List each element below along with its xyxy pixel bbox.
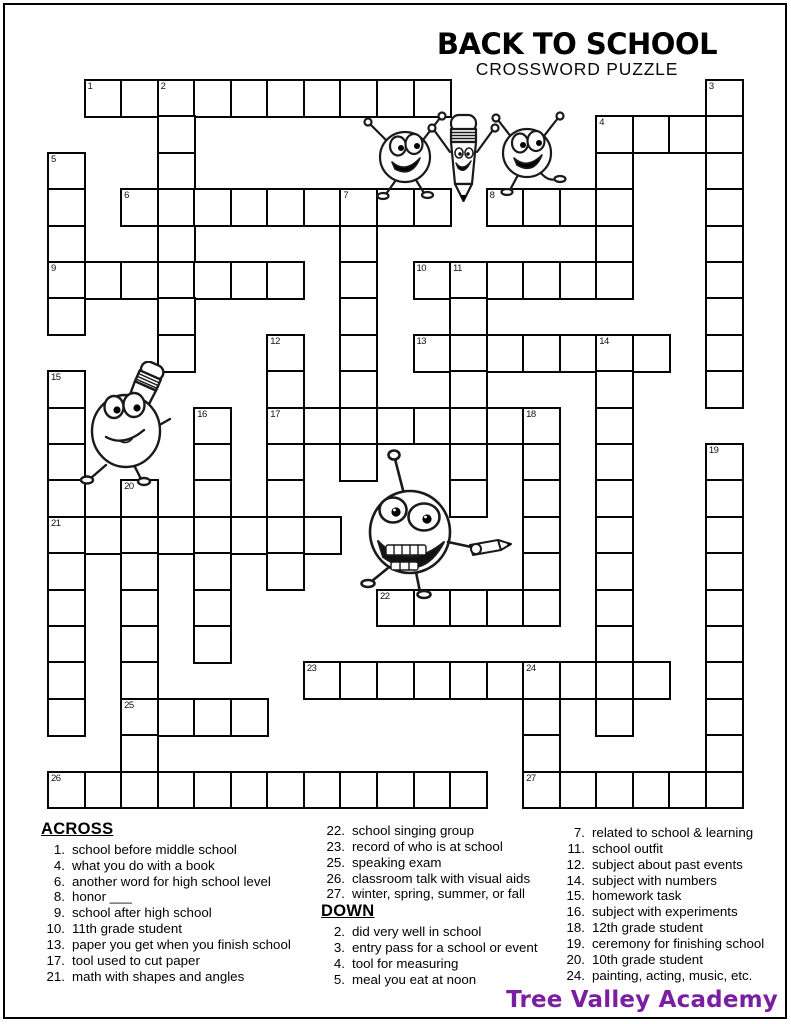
clue-number-15: 15: [51, 372, 61, 384]
grid-cell-r6c5[interactable]: [230, 261, 269, 300]
clue-item-text: school before middle school: [72, 841, 237, 857]
clue-item-text: math with shapes and angles: [72, 968, 245, 984]
clue-item-number: 22.: [326, 823, 345, 838]
grid-cell-r11c6[interactable]: [266, 443, 305, 482]
grid-cell-r11c15[interactable]: [595, 443, 634, 482]
grid-cell-r6c1[interactable]: [84, 261, 123, 300]
grid-cell-r18c2[interactable]: [120, 698, 159, 737]
grid-cell-r11c18[interactable]: [705, 443, 744, 482]
clue-item-26: [321, 871, 571, 887]
grid-cell-r20c0[interactable]: [47, 771, 86, 810]
clue-item-3: [321, 940, 571, 956]
clue-item-number: 13.: [46, 936, 65, 952]
grid-cell-r4c18[interactable]: [705, 188, 744, 227]
grid-cell-r8c11[interactable]: [449, 334, 488, 373]
grid-cell-r19c13[interactable]: [522, 734, 561, 773]
grid-cell-r4c15[interactable]: [595, 188, 634, 227]
clue-item-text: related to school & learning: [592, 825, 754, 840]
clue-item-text: entry pass for a school or event: [352, 939, 538, 955]
grid-cell-r5c18[interactable]: [705, 225, 744, 264]
grid-cell-r20c13[interactable]: [522, 771, 561, 810]
grid-cell-r17c12[interactable]: [486, 661, 525, 700]
hand-pencil: [470, 540, 511, 555]
grid-cell-r4c4[interactable]: [193, 188, 232, 227]
clue-item-number: 26.: [326, 870, 345, 886]
clue-item-4: [41, 858, 331, 874]
grid-cell-r20c2[interactable]: [120, 771, 159, 810]
grid-cell-r9c11[interactable]: [449, 370, 488, 409]
clue-item-number: 25.: [326, 854, 345, 870]
grid-cell-r17c8[interactable]: [339, 661, 378, 700]
grid-cell-r20c9[interactable]: [376, 771, 415, 810]
clue-item-text: meal you eat at noon: [352, 971, 477, 987]
grid-cell-r19c18[interactable]: [705, 734, 744, 773]
clue-number-4: 4: [599, 117, 605, 129]
grid-cell-r4c5[interactable]: [230, 188, 269, 227]
grid-cell-r14c4[interactable]: [193, 552, 232, 591]
grid-cell-r4c3[interactable]: [157, 188, 196, 227]
grid-cell-r3c0[interactable]: [47, 152, 86, 191]
grid-cell-r5c8[interactable]: [339, 225, 378, 264]
clue-item-text: tool for measuring: [352, 955, 459, 971]
grid-cell-r14c0[interactable]: [47, 552, 86, 591]
clue-item-27: [321, 886, 571, 902]
clue-item-text: 12th grade student: [592, 920, 703, 936]
clue-item-text: paper you get when you finish school: [72, 936, 291, 952]
clue-item-number: 10.: [46, 921, 65, 937]
grid-cell-r6c12[interactable]: [486, 261, 525, 300]
grid-cell-r20c18[interactable]: [705, 771, 744, 810]
clue-number-3: 3: [708, 81, 714, 92]
clue-item-12: [561, 857, 783, 873]
grid-cell-r13c15[interactable]: [595, 516, 634, 555]
clue-item-text: 11th grade student: [72, 921, 182, 937]
grid-cell-r20c5[interactable]: [230, 771, 269, 810]
clue-item-4: [321, 956, 571, 972]
clue-number-9: 9: [51, 263, 56, 274]
grid-cell-r17c11[interactable]: [449, 661, 488, 700]
grid-cell-r17c10[interactable]: [413, 661, 452, 700]
grid-cell-r11c13[interactable]: [522, 443, 561, 482]
clue-number-7: 7: [343, 190, 349, 202]
grid-cell-r12c6[interactable]: [266, 479, 305, 518]
grid-cell-r12c15[interactable]: [595, 479, 634, 518]
grid-cell-r6c4[interactable]: [193, 261, 232, 300]
grid-cell-r17c9[interactable]: [376, 661, 415, 700]
clue-item-23: [321, 839, 571, 855]
clue-number-18: 18: [526, 408, 536, 420]
grid-cell-r17c2[interactable]: [120, 661, 159, 700]
clue-item-number: 14.: [566, 872, 585, 888]
clue-item-19: [561, 936, 783, 952]
grid-cell-r14c13[interactable]: [522, 552, 561, 591]
clue-number-23: 23: [306, 663, 317, 675]
grid-cell-r6c14[interactable]: [559, 261, 598, 300]
grid-cell-r13c2[interactable]: [120, 516, 159, 555]
clue-item-22: [321, 823, 571, 839]
clue-column-middle: [321, 823, 571, 987]
grid-cell-r20c15[interactable]: [595, 771, 634, 810]
clue-item-text: 10th grade student: [592, 951, 703, 967]
grid-cell-r10c15[interactable]: [595, 407, 634, 446]
grid-cell-r2c16[interactable]: [632, 115, 671, 154]
grid-cell-r10c10[interactable]: [413, 407, 452, 446]
grid-cell-r1c18[interactable]: [705, 79, 744, 118]
grid-cell-r16c0[interactable]: [47, 625, 86, 664]
grid-cell-r13c5[interactable]: [230, 516, 269, 555]
grid-cell-r16c4[interactable]: [193, 625, 232, 664]
grid-cell-r2c3[interactable]: [157, 115, 196, 154]
grid-cell-r13c7[interactable]: [303, 516, 342, 555]
clue-item-number: 23.: [326, 838, 345, 854]
clue-item-number: 16.: [566, 904, 585, 920]
clue-item-number: 4.: [333, 955, 345, 971]
clue-item-number: 24.: [566, 967, 585, 983]
clue-item-text: school after high school: [72, 905, 212, 921]
grid-cell-r10c6[interactable]: [266, 407, 305, 446]
clue-item-24: [561, 968, 783, 984]
grid-cell-r14c18[interactable]: [705, 552, 744, 591]
clue-item-6: [41, 874, 331, 890]
grid-cell-r19c2[interactable]: [120, 734, 159, 773]
grid-cell-r18c18[interactable]: [705, 698, 744, 737]
clue-item-10: [41, 921, 331, 937]
clue-item-text: classroom talk with visual aids: [352, 870, 531, 886]
page-title: BACK TO SCHOOL: [436, 27, 718, 61]
brand-logo-text: Tree Valley Academy: [506, 987, 778, 1013]
grid-cell-r8c12[interactable]: [486, 334, 525, 373]
clue-list-header-down: DOWN: [321, 902, 375, 921]
grid-cell-r1c5[interactable]: [230, 79, 269, 118]
grid-cell-r20c16[interactable]: [632, 771, 671, 810]
grid-cell-r8c13[interactable]: [522, 334, 561, 373]
grid-cell-r8c6[interactable]: [266, 334, 305, 373]
clue-item-text: subject about past events: [592, 856, 743, 872]
grid-cell-r8c10[interactable]: [413, 334, 452, 373]
grid-cell-r4c0[interactable]: [47, 188, 86, 227]
clue-item-number: 2.: [333, 924, 345, 940]
grid-cell-r3c15[interactable]: [595, 152, 634, 191]
clue-number-8: 8: [489, 190, 495, 202]
clue-item-2: [321, 924, 571, 940]
grid-cell-r20c17[interactable]: [668, 771, 707, 810]
clue-item-text: painting, acting, music, etc.: [592, 967, 753, 983]
grid-cell-r18c15[interactable]: [595, 698, 634, 737]
grid-cell-r7c3[interactable]: [157, 297, 196, 336]
grid-cell-r18c4[interactable]: [193, 698, 232, 737]
clue-number-2: 2: [160, 81, 166, 92]
clue-item-text: speaking exam: [352, 854, 442, 870]
grid-cell-r1c3[interactable]: [157, 79, 196, 118]
clue-number-1: 1: [87, 81, 93, 92]
clue-item-number: 8.: [53, 889, 65, 905]
grid-cell-r16c15[interactable]: [595, 625, 634, 664]
clue-item-9: [41, 905, 331, 921]
clue-number-14: 14: [599, 335, 609, 347]
clue-item-text: winter, spring, summer, or fall: [352, 886, 525, 902]
grid-cell-r9c6[interactable]: [266, 370, 305, 409]
clue-number-5: 5: [51, 153, 56, 165]
clue-item-text: homework task: [592, 888, 682, 904]
clue-item-text: school singing group: [352, 823, 474, 838]
grid-cell-r20c11[interactable]: [449, 771, 488, 810]
clue-item-21: [41, 969, 331, 985]
clue-item-number: 7.: [573, 825, 585, 840]
cheering-pencil-character: [429, 115, 499, 201]
grid-cell-r13c18[interactable]: [705, 516, 744, 555]
grid-cell-r9c15[interactable]: [595, 370, 634, 409]
clue-item-number: 11.: [567, 840, 585, 856]
clue-item-number: 17.: [46, 952, 65, 968]
grid-cell-r6c2[interactable]: [120, 261, 159, 300]
grid-cell-r18c13[interactable]: [522, 698, 561, 737]
grid-cell-r17c18[interactable]: [705, 661, 744, 700]
clue-number-13: 13: [416, 335, 427, 347]
clue-item-8: [41, 889, 331, 905]
clue-item-text: subject with experiments: [592, 904, 738, 920]
grid-cell-r7c8[interactable]: [339, 297, 378, 336]
clue-number-16: 16: [197, 408, 207, 420]
grid-cell-r8c14[interactable]: [559, 334, 598, 373]
grid-cell-r18c3[interactable]: [157, 698, 196, 737]
clue-item-number: 21.: [46, 968, 65, 984]
grid-cell-r6c13[interactable]: [522, 261, 561, 300]
grid-cell-r7c0[interactable]: [47, 297, 86, 336]
grid-cell-r6c0[interactable]: [47, 261, 86, 300]
grid-cell-r4c6[interactable]: [266, 188, 305, 227]
grid-cell-r2c15[interactable]: [595, 115, 634, 154]
grid-cell-r20c1[interactable]: [84, 771, 123, 810]
clue-number-11: 11: [453, 263, 462, 274]
clue-item-5: [321, 972, 571, 988]
grid-cell-r20c4[interactable]: [193, 771, 232, 810]
grid-cell-r18c5[interactable]: [230, 698, 269, 737]
clue-item-15: [561, 888, 783, 904]
grid-cell-r9c8[interactable]: [339, 370, 378, 409]
grid-cell-r17c7[interactable]: [303, 661, 342, 700]
grid-cell-r5c0[interactable]: [47, 225, 86, 264]
grid-cell-r4c7[interactable]: [303, 188, 342, 227]
grid-cell-r18c0[interactable]: [47, 698, 86, 737]
clue-item-11: [561, 841, 783, 857]
clue-item-text: honor ___: [72, 889, 132, 905]
grid-cell-r7c11[interactable]: [449, 297, 488, 336]
clue-item-16: [561, 904, 783, 920]
grid-cell-r6c3[interactable]: [157, 261, 196, 300]
grid-cell-r13c3[interactable]: [157, 516, 196, 555]
grid-cell-r3c3[interactable]: [157, 152, 196, 191]
grid-cell-r1c1[interactable]: [84, 79, 123, 118]
grid-cell-r15c15[interactable]: [595, 589, 634, 628]
page-subtitle: CROSSWORD PUZZLE: [475, 59, 679, 79]
clue-item-number: 15.: [566, 888, 585, 904]
grid-cell-r8c18[interactable]: [705, 334, 744, 373]
grid-cell-r1c2[interactable]: [120, 79, 159, 118]
grid-cell-r3c18[interactable]: [705, 152, 744, 191]
clue-column-down: [561, 825, 783, 983]
grid-cell-r9c18[interactable]: [705, 370, 744, 409]
grid-cell-r17c0[interactable]: [47, 661, 86, 700]
grid-cell-r12c18[interactable]: [705, 479, 744, 518]
clue-item-number: 27.: [326, 886, 345, 902]
grid-cell-r13c0[interactable]: [47, 516, 86, 555]
grid-cell-r7c18[interactable]: [705, 297, 744, 336]
clue-item-number: 12.: [566, 856, 585, 872]
grid-cell-r5c3[interactable]: [157, 225, 196, 264]
clue-number-22: 22: [379, 590, 390, 602]
grid-cell-r8c16[interactable]: [632, 334, 671, 373]
clue-item-18: [561, 920, 783, 936]
grid-cell-r1c6[interactable]: [266, 79, 305, 118]
grid-cell-r10c13[interactable]: [522, 407, 561, 446]
grid-cell-r13c13[interactable]: [522, 516, 561, 555]
grid-cell-r1c7[interactable]: [303, 79, 342, 118]
clue-item-text: did very well in school: [352, 924, 482, 940]
clue-item-14: [561, 873, 783, 889]
grid-cell-r6c6[interactable]: [266, 261, 305, 300]
clue-item-number: 20.: [566, 951, 585, 967]
grid-cell-r14c6[interactable]: [266, 552, 305, 591]
jumping-ball-character: [493, 113, 566, 196]
clue-item-number: 4.: [53, 857, 65, 873]
clue-item-1: [41, 842, 331, 858]
clue-item-number: 1.: [53, 841, 65, 857]
grid-cell-r6c10[interactable]: [413, 261, 452, 300]
grid-cell-r16c18[interactable]: [705, 625, 744, 664]
grid-cell-r17c14[interactable]: [559, 661, 598, 700]
grid-cell-r14c2[interactable]: [120, 552, 159, 591]
clue-number-17: 17: [270, 408, 280, 420]
grid-cell-r10c9[interactable]: [376, 407, 415, 446]
clue-item-number: 19.: [566, 935, 585, 951]
clue-item-25: [321, 855, 571, 871]
clue-item-number: 9.: [53, 905, 65, 921]
grid-cell-r10c8[interactable]: [339, 407, 378, 446]
grid-cell-r14c15[interactable]: [595, 552, 634, 591]
grid-cell-r1c4[interactable]: [193, 79, 232, 118]
grid-cell-r13c4[interactable]: [193, 516, 232, 555]
clue-item-7: [561, 825, 783, 841]
running-ball-with-pencil-character: [358, 446, 516, 600]
clue-item-20: [561, 952, 783, 968]
grid-cell-r10c11[interactable]: [449, 407, 488, 446]
grid-cell-r15c2[interactable]: [120, 589, 159, 628]
grid-cell-r10c7[interactable]: [303, 407, 342, 446]
clue-item-number: 18.: [566, 920, 585, 936]
grid-cell-r17c16[interactable]: [632, 661, 671, 700]
clue-number-20: 20: [124, 481, 134, 493]
clue-item-number: 3.: [333, 939, 345, 955]
grid-cell-r16c2[interactable]: [120, 625, 159, 664]
clue-column-across: [41, 820, 331, 984]
clue-number-19: 19: [708, 445, 719, 456]
grid-cell-r2c17[interactable]: [668, 115, 707, 154]
grid-cell-r15c0[interactable]: [47, 589, 86, 628]
grid-cell-r8c15[interactable]: [595, 334, 634, 373]
grid-cell-r12c13[interactable]: [522, 479, 561, 518]
grid-cell-r5c15[interactable]: [595, 225, 634, 264]
clue-number-27: 27: [526, 772, 536, 784]
clue-item-text: ceremony for finishing school: [592, 935, 765, 951]
grid-cell-r17c15[interactable]: [595, 661, 634, 700]
grid-cell-r20c7[interactable]: [303, 771, 342, 810]
clue-item-text: record of who is at school: [352, 838, 503, 854]
cheering-characters-group: [360, 100, 572, 202]
clue-number-10: 10: [416, 263, 427, 274]
grid-cell-r13c1[interactable]: [84, 516, 123, 555]
grid-cell-r20c14[interactable]: [559, 771, 598, 810]
grid-cell-r15c18[interactable]: [705, 589, 744, 628]
clue-item-text: school outfit: [592, 840, 663, 856]
grid-cell-r20c3[interactable]: [157, 771, 196, 810]
clue-number-21: 21: [51, 517, 61, 529]
grid-cell-r6c11[interactable]: [449, 261, 488, 300]
grid-cell-r6c15[interactable]: [595, 261, 634, 300]
clue-item-13: [41, 937, 331, 953]
grid-cell-r4c2[interactable]: [120, 188, 159, 227]
clue-item-number: 5.: [333, 971, 345, 987]
clue-item-text: what you do with a book: [72, 857, 215, 873]
grid-cell-r17c13[interactable]: [522, 661, 561, 700]
clue-item-number: 6.: [53, 873, 65, 889]
grid-cell-r20c10[interactable]: [413, 771, 452, 810]
grid-cell-r13c6[interactable]: [266, 516, 305, 555]
grid-cell-r2c18[interactable]: [705, 115, 744, 154]
clue-number-25: 25: [124, 699, 134, 711]
grid-cell-r10c12[interactable]: [486, 407, 525, 446]
grid-cell-r15c4[interactable]: [193, 589, 232, 628]
clue-number-24: 24: [526, 663, 536, 675]
clue-number-26: 26: [51, 772, 61, 784]
clue-number-12: 12: [270, 335, 280, 347]
grid-cell-r15c13[interactable]: [522, 589, 561, 628]
grid-cell-r6c18[interactable]: [705, 261, 744, 300]
grid-cell-r6c8[interactable]: [339, 261, 378, 300]
grid-cell-r20c6[interactable]: [266, 771, 305, 810]
clue-number-6: 6: [124, 190, 129, 202]
clue-item-text: subject with numbers: [592, 872, 717, 888]
clue-item-17: [41, 953, 331, 969]
grid-cell-r20c8[interactable]: [339, 771, 378, 810]
ball-with-big-pencil-character: [78, 361, 210, 487]
clue-item-text: another word for high school level: [72, 873, 271, 889]
clue-list-header-across: ACROSS: [41, 820, 114, 838]
clue-item-text: tool used to cut paper: [72, 952, 200, 968]
grid-cell-r8c8[interactable]: [339, 334, 378, 373]
